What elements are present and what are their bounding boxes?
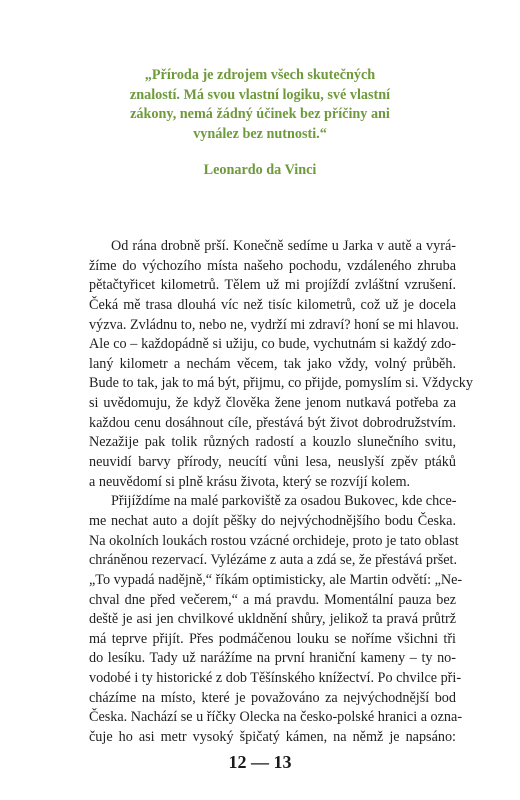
text-line: každou cenu dosáhnout cíle, přestává být život dobrodružstvím. (89, 414, 456, 431)
text-line: výzva. Zvládnu to, nebo ne, vydrží mi zdraví? honí se mi hlavou. (89, 316, 459, 333)
text-line: čuje ho asi metr vysoký špičatý kámen, na němž je napsáno: (89, 729, 456, 746)
epigraph-author: Leonardo da Vinci (203, 162, 317, 178)
text-line: me nechat auto a dojít pěšky do nejvýchodnějšího bodu Česka. (89, 512, 456, 529)
epigraph-quote (80, 66, 440, 144)
text-line: Přijíždíme na malé parkoviště za osadou Bukovec, kde chce- (111, 493, 457, 510)
text-line: cházíme na místo, které je považováno za nejvýchodnější bod (89, 689, 456, 706)
text-line: Ale co – každopádně si užiju, co bude, vychutnám si každý zdo- (89, 336, 456, 353)
epigraph-line: zákony, nemá žádný účinek bez příčiny ani (130, 106, 390, 122)
text-line: do lesíku. Tady už narážíme na první hraniční kameny – ty no- (89, 650, 456, 667)
page-number: 12 — 13 (228, 752, 292, 772)
text-line: vodobé i ty historické z dob Těšínského knížectví. Po chvilce při- (89, 670, 462, 687)
text-line: Čeká mě trasa dlouhá víc než tisíc kilometrů, což už je docela (89, 296, 456, 313)
text-line: má teprve přijít. Přes podmáčenou louku se noříme všichni tři (89, 630, 456, 647)
text-line: chval dne před večerem,“ a má pravdu. Momentální pauza bez (89, 591, 456, 608)
text-line: deště je asi jen chvilkové ukldnění shůry, jelikož ta pravá průtrž (89, 611, 456, 628)
text-line: pětačtyřicet kilometrů. Tělem už mi projíždí zvláštní vzrušení. (89, 277, 456, 294)
body-text (89, 237, 473, 748)
epigraph-line: znalostí. Má svou vlastní logiku, své vlastní (129, 86, 391, 103)
text-line: „To vypadá nadějně,“ říkám optimisticky, ale Martin odvětí: „Ne- (89, 571, 463, 588)
text-line: Česka. Nachází se u říčky Olecka na česko-polské hranici a ozna- (89, 709, 463, 726)
text-line: laný kilometr a nechám věcem, tak jako vždy, volný průběh. (89, 355, 456, 372)
text-line: Od rána drobně prší. Konečně sedíme u Jarka v autě a vyrá- (111, 238, 456, 254)
text-line: si uvědomuju, že když člověka žene jenom nutkavá potřeba za (89, 395, 456, 412)
text-line: neuvidí barvy přírody, neucítí vůni lesa, neuslyší zpěv ptáků (89, 454, 456, 471)
text-line: Na okolních loukách rostou vzácné orchideje, proto je tato oblast (89, 532, 459, 549)
text-line: chráněnou rezervací. Vylézáme z auta a zdá se, že přestává pršet. (89, 552, 458, 569)
text-line: Nezažije pak tolik různých radostí a kouzlo slunečního svitu, (89, 434, 456, 451)
text-line: a neuvědomí si plně krásu života, který se rozvíjí kolem. (89, 473, 411, 490)
text-line: Bude to tak, jak to má být, přijmu, co přijde, pomyslím si. Vždycky (89, 375, 473, 392)
text-line: žíme do výchozího místa našeho pochodu, vzdáleného zhruba (89, 257, 456, 274)
epigraph-line: vynález bez nutnosti.“ (193, 125, 327, 142)
epigraph-line: „Příroda je zdrojem všech skutečných (144, 67, 376, 83)
